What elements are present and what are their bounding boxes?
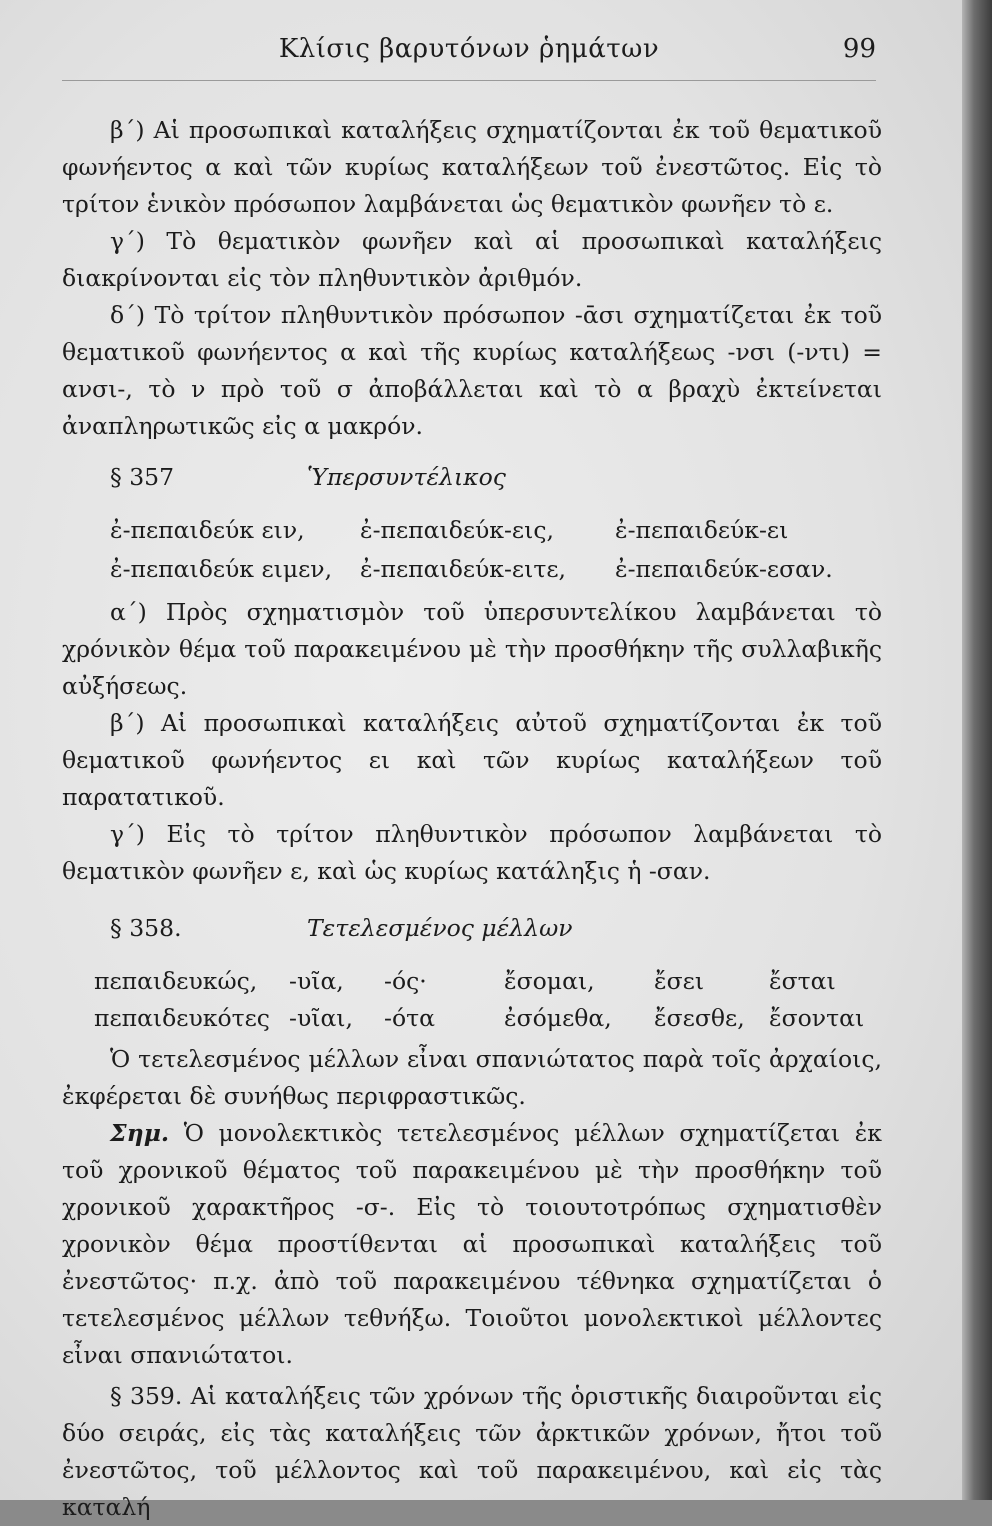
paradigm-form: πεπαιδευκώς, — [94, 967, 258, 995]
paradigm-form: -υῖα, — [289, 967, 344, 995]
running-title: Κλίσις βαρυτόνων ῥημάτων — [278, 34, 660, 64]
section-358-heading — [62, 910, 882, 947]
paradigm-row — [62, 1000, 882, 1037]
section-358-note — [62, 1115, 882, 1374]
section-358-text: Ὁ τετελεσμένος μέλλων εἶναι σπανιώτατος παρὰ τοῖς ἀρχαίοις, ἐκφέρεται δὲ συνήθως περιφραστικῶς. — [62, 1045, 882, 1110]
paradigm-row — [62, 963, 882, 1000]
paradigm-form: ἐ-πεπαιδεύκ-ειτε, — [360, 555, 566, 583]
page-header — [62, 30, 876, 81]
paradigm-form: ἔσομαι, — [504, 967, 595, 995]
paradigm-form: ἐσόμεθα, — [504, 1004, 612, 1032]
paradigm-form: ἐ-πεπαιδεύκ ειμεν, — [110, 555, 333, 583]
section-number: § 357 — [110, 463, 175, 491]
paragraph-gamma: γ΄) Τὸ θεματικὸν φωνῆεν καὶ αἱ προσωπικαὶ καταλήξεις διακρίνονται εἰς τὸν πληθυντικὸν ἀριθμόν. — [62, 227, 882, 292]
body-text — [62, 112, 882, 1526]
pluperfect-paradigm — [62, 512, 882, 590]
section-359-text: § 359. Αἱ καταλήξεις τῶν χρόνων τῆς ὁριστικῆς διαιροῦνται εἰς δύο σειράς, εἰς τὰς καταλήξεις τῶν ἀρκτικῶν χρόνων, ἤτοι τοῦ ἐνεστῶτος, τοῦ μέλλοντος καὶ τοῦ παρακειμένου, καὶ εἰς τὰς καταλή — [62, 1382, 882, 1521]
paradigm-form: -ός· — [384, 967, 427, 995]
paradigm-form: ἐ-πεπαιδεύκ-εσαν. — [615, 555, 833, 583]
paradigm-form: ἔσεσθε, — [654, 1004, 745, 1032]
paradigm-row — [62, 551, 882, 590]
paradigm-form: ἔσται — [769, 967, 836, 995]
future-perfect-paradigm — [62, 963, 882, 1037]
paragraph-delta: δ΄) Τὸ τρίτον πληθυντικὸν πρόσωπον -ᾱσι σχηματίζεται ἐκ τοῦ θεματικοῦ φωνήεντος α καὶ τῆς κυρίως καταλήξεως -νσι (-ντι) = ανσι-, τὸ ν πρὸ τοῦ σ ἀποβάλλεται καὶ τὸ α βραχὺ ἐκτείνεται ἀναπληρωτικῶς εἰς α μακρόν. — [62, 301, 882, 440]
paradigm-form: ἐ-πεπαιδεύκ-εις, — [360, 516, 554, 544]
paradigm-form: ἐ-πεπαιδεύκ ειν, — [110, 516, 305, 544]
paradigm-form: -ότα — [384, 1004, 435, 1032]
paradigm-form: ἐ-πεπαιδεύκ-ει — [615, 516, 789, 544]
note-label: Σημ. — [110, 1119, 170, 1147]
section-title: Τετελεσμένος μέλλων — [307, 914, 573, 942]
page-number: 99 — [842, 34, 876, 64]
note-alpha: α΄) Πρὸς σχηματισμὸν τοῦ ὑπερσυντελίκου λαμβάνεται τὸ χρόνικὸν θέμα τοῦ παρακειμένου μὲ τὴν προσθήκην τῆς συλλαβικῆς αὐξήσεως. — [62, 598, 882, 700]
paradigm-form: ἔσει — [654, 967, 705, 995]
page-edge — [962, 0, 992, 1500]
paradigm-form: -υῖαι, — [289, 1004, 353, 1032]
section-number: § 358. — [110, 914, 182, 942]
paradigm-form: ἔσονται — [769, 1004, 865, 1032]
section-357-heading — [62, 459, 882, 496]
paradigm-form: πεπαιδευκότες — [94, 1004, 270, 1032]
note-gamma: γ΄) Εἰς τὸ τρίτον πληθυντικὸν πρόσωπον λαμβάνεται τὸ θεματικὸν φωνῆεν ε, καὶ ὡς κυρίως κατάληξις ἡ -σαν. — [62, 820, 882, 885]
note-beta: β΄) Αἱ προσωπικαὶ καταλήξεις αὐτοῦ σχηματίζονται ἐκ τοῦ θεματικοῦ φωνήεντος ει καὶ τῶν κυρίως καταλήξεων τοῦ παρατατικοῦ. — [62, 709, 882, 811]
section-title: Ὑπερσυντέλικος — [307, 463, 506, 491]
paragraph-beta: β΄) Αἱ προσωπικαὶ καταλήξεις σχηματίζονται ἐκ τοῦ θεματικοῦ φωνήεντος α καὶ τῶν κυρίως καταλήξεων τοῦ ἐνεστῶτος. Εἰς τὸ τρίτον ἑνικὸν πρόσωπον λαμβάνεται ὡς θεματικὸν φωνῆεν τὸ ε. — [62, 116, 882, 218]
paradigm-row — [62, 512, 882, 551]
note-text: Ὁ μονολεκτικὸς τετελεσμένος μέλλων σχηματίζεται ἐκ τοῦ χρονικοῦ θέματος τοῦ παρακειμένου μὲ τὴν προσθήκην τοῦ χρονικοῦ χαρακτῆρος -σ-. Εἰς τὸ τοιουτοτρόπως σχηματισθὲν χρονικὸν θέμα προστίθενται αἱ προσωπικαὶ καταλήξεις τοῦ ἐνεστῶτος· π.χ. ἀπὸ τοῦ παρακειμένου τέθνηκα σχηματίζεται ὁ τετελεσμένος μέλλων τεθνήξω. Τοιοῦτοι μονολεκτικοὶ μέλλοντες εἶναι σπανιώτατοι. — [62, 1119, 882, 1369]
